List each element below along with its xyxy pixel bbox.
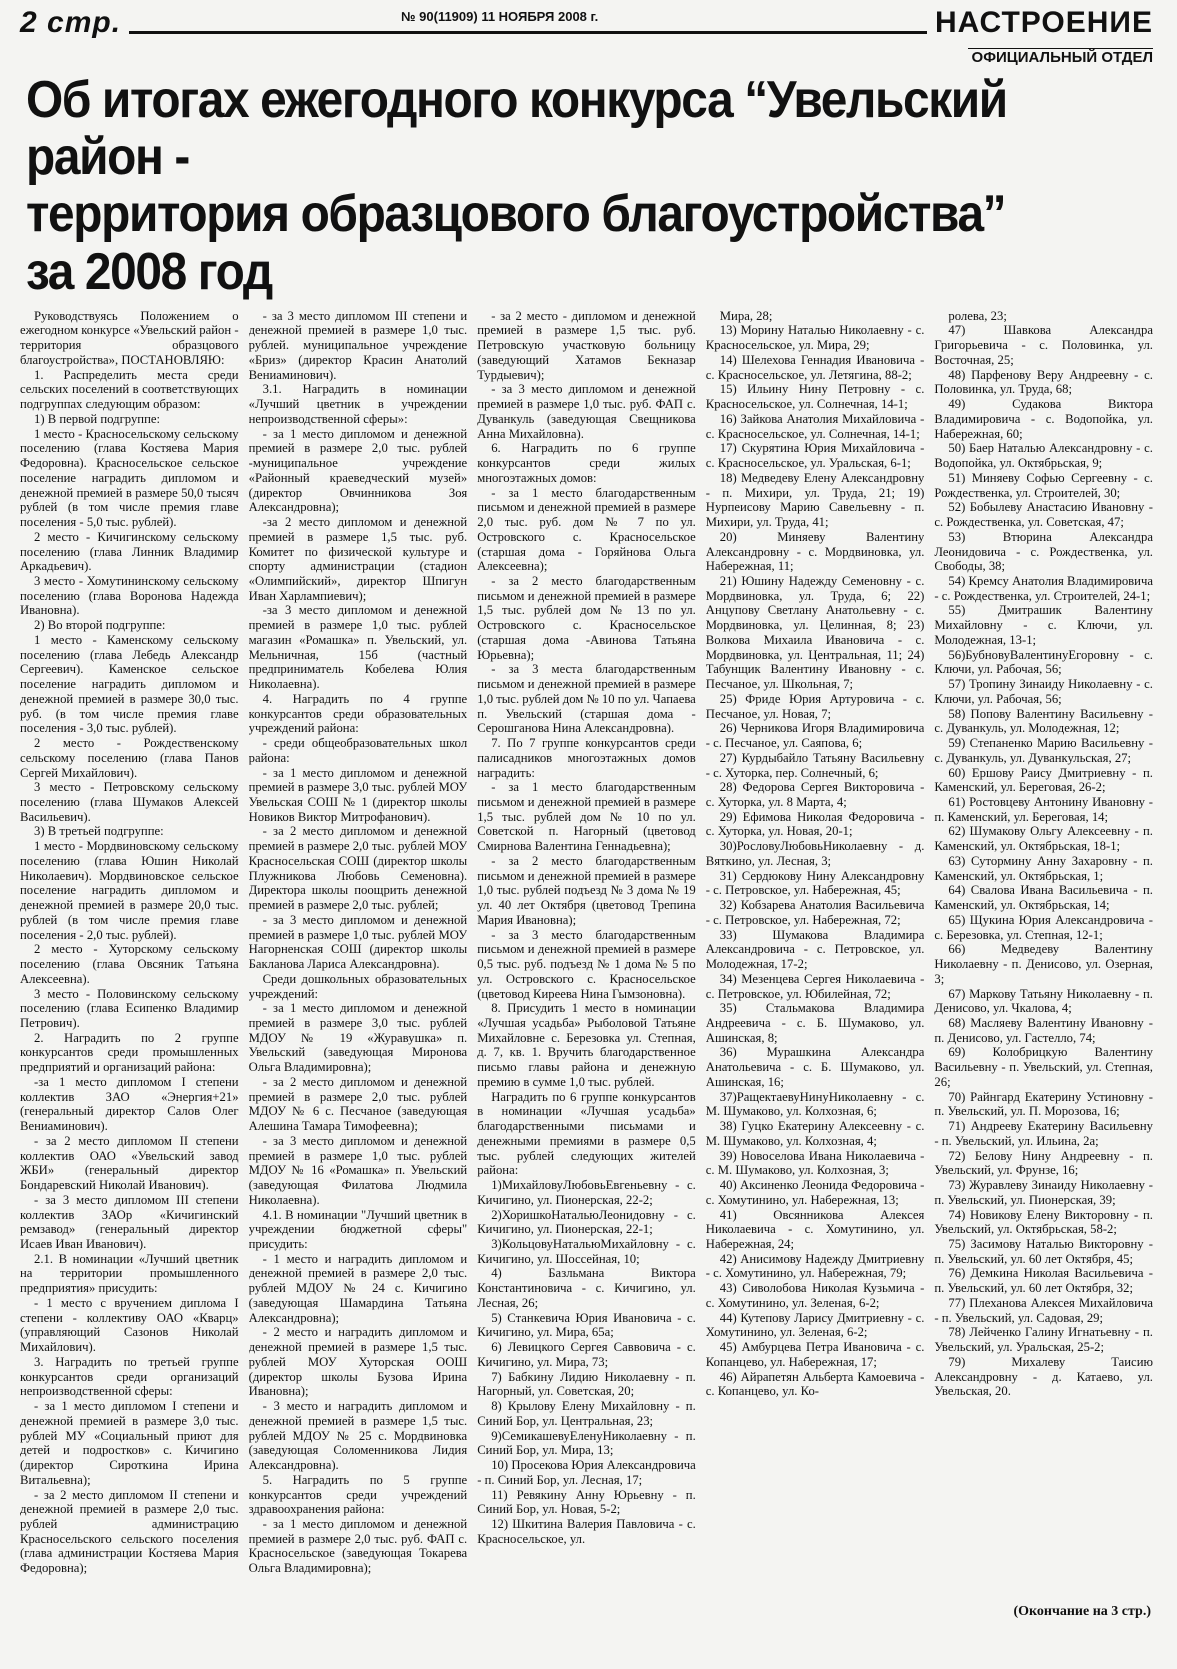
article-paragraph: 8. Присудить 1 место в номинации «Лучшая усадьба» Рыболовой Татьяне Михайловне с. Березовка ул. Степная, д. 7, кв. 1. Вручить благодарственное письмо главы района и денежную премию в сумме 1,0 тыс. рублей. — [477, 1001, 696, 1089]
article-columns — [20, 309, 1153, 1669]
text-column-1 — [20, 309, 239, 1669]
article-paragraph: 51) Миняеву Софью Сергеевну - с. Рождественка, ул. Строителей, 30; — [934, 470, 1153, 500]
article-paragraph: 25) Фриде Юрия Артуровича - с. Песчаное, ул. Новая, 7; — [705, 691, 925, 721]
article-paragraph: 3. Наградить по третьей группе конкурсантов среди организаций непроизводственной сферы: — [20, 1354, 239, 1399]
article-paragraph: 2 место - Рождественскому сельскому поселению (глава Панов Сергей Михайлович). — [20, 736, 239, 780]
article-paragraph: 48) Парфенову Веру Андреевну - с. Половинка, ул. Труда, 68; — [934, 367, 1153, 397]
article-paragraph: 50) Баер Наталью Александровну - с. Водопойка, ул. Октябрьская, 9; — [934, 441, 1153, 471]
article-paragraph: - 2 место и наградить дипломом и денежной премией в размере 1,5 тыс. рублей МОУ Хуторская ООШ (директор школы Бузова Ирина Ивановна); — [248, 1325, 468, 1399]
article-paragraph: 57) Тропину Зинаиду Николаевну - с. Ключи, ул. Рабочая, 56; — [934, 677, 1153, 706]
text-column-2 — [249, 309, 468, 1669]
article-paragraph: 11) Ревякину Анну Юрьевну - п. Синий Бор, ул. Новая, 5-2; — [477, 1487, 696, 1517]
article-paragraph: 3) В третьей подгруппе: — [34, 824, 164, 839]
article-paragraph: 68) Масляеву Валентину Ивановну - п. Денисово, ул. Гастелло, 74; — [934, 1016, 1153, 1045]
article-paragraph: 2) Во второй подгруппе: — [34, 618, 166, 633]
article-paragraph: 77) Плеханова Алексея Михайловича - п. Увельский, ул. Садовая, 29; — [934, 1295, 1153, 1325]
article-paragraph: 12) Шкитина Валерия Павловича - с. Красносельское, ул. — [477, 1516, 696, 1546]
article-paragraph: 1 место - Мордвиновскому сельскому поселению (глава Юшин Николай Николаевич). Мордвиновское сельское поселение наградить дипломом и денежной премией в размере 20,0 тыс. рублей (в том числе премия главе поселения - 2,0 тыс. рублей). — [20, 839, 239, 942]
article-paragraph: 74) Новикову Елену Викторовну - п. Увельский, ул. Октябрьская, 58-2; — [934, 1207, 1153, 1237]
article-paragraph: 4. Наградить по 4 группе конкурсантов среди образовательных учреждений района: — [248, 691, 468, 736]
article-paragraph: 10) Просекова Юрия Александровича - п. Синий Бор, ул. Лесная, 17; — [477, 1458, 696, 1487]
article-paragraph: 30)РословуЛюбовьНиколаевну - д. Вяткино, ул. Лесная, 3; — [705, 839, 925, 868]
article-paragraph: 1 место - Каменскому сельскому поселению (глава Лебедь Александр Сергеевич). Каменское сельское поселение наградить дипломом и денежной премией в размере 30,0 тыс. руб. (в том числе премия главе поселения - 3,0 тыс. рублей). — [20, 632, 239, 736]
article-paragraph: 13) Морину Наталью Николаевну - с. Красносельское, ул. Мира, 29; — [705, 323, 925, 353]
article-paragraph: 64) Свалова Ивана Васильевича - п. Каменский, ул. Октябрьская, 14; — [934, 883, 1153, 913]
article-paragraph: 2 место - Хуторскому сельскому поселению (глава Овсяник Татьяна Алексеевна). — [20, 942, 239, 986]
article-paragraph: - за 1 место дипломом и денежной премией в размере 3,0 тыс. рублей МДОУ № 19 «Журавушка» п. Увельский (заведующая Миронова Ольга Владимировна); — [248, 1001, 468, 1075]
article-paragraph: 78) Лейченко Галину Игнатьевну - п. Увельский, ул. Уральская, 25-2; — [934, 1325, 1153, 1355]
article-paragraph: 72) Белову Нину Андреевну - п. Увельский, ул. Фрунзе, 16; — [934, 1148, 1153, 1178]
article-paragraph: 16) Зайкова Анатолия Михайловича - с. Красносельское, ул. Солнечная, 14-1; — [705, 411, 925, 441]
article-paragraph: 20) Миняеву Валентину Александровну - с. Мордвиновка, ул. Набережная, 11; — [705, 529, 925, 574]
article-paragraph: 58) Попову Валентину Васильевну - с. Дуванкуль, ул. Молодежная, 12; — [934, 706, 1153, 736]
article-paragraph: 69) Колобрицкую Валентину Васильевну - п. Увельский, ул. Степная, 26; — [934, 1045, 1153, 1089]
continued-note: (Окончание на 3 стр.) — [1013, 1604, 1151, 1619]
article-paragraph: 27) Курдыбайло Татьяну Васильевну - с. Хуторка, пер. Солнечный, 6; — [705, 750, 925, 780]
article-paragraph: 26) Черникова Игоря Владимировича - с. Песчаное, ул. Саяпова, 6; — [705, 721, 925, 751]
article-paragraph: - за 1 место дипломом и денежной премией в размере 3,0 тыс. рублей МОУ Увельская СОШ № 1 (директор школы Новиков Виктор Митрофанович). — [248, 765, 468, 824]
article-paragraph: 2. Наградить по 2 группе конкурсантов среди промышленных предприятий и организаций района: — [20, 1030, 239, 1075]
article-paragraph: - за 2 место - дипломом и денежной премией в размере 1,5 тыс. руб. Петровскую участковую больницу (заведующий Хатамов Бекназар Турдыевич); — [477, 308, 696, 382]
article-paragraph: 5. Наградить по 5 группе конкурсантов среди учреждений здравоохранения района: — [248, 1472, 468, 1517]
article-paragraph: 49) Судакова Виктора Владимировича - с. Водопойка, ул. Набережная, 60; — [934, 397, 1153, 441]
article-paragraph: 61) Ростовцеву Антонину Ивановну - п. Каменский, ул. Береговая, 14; — [934, 794, 1153, 824]
article-headline — [26, 72, 1063, 301]
article-paragraph: 34) Мезенцева Сергея Николаевича - с. Петровское, ул. Юбилейная, 72; — [705, 971, 925, 1001]
article-paragraph: - за 2 место благодарственным письмом и денежной премией в размере 1,0 тыс. рублей подъезд № 3 дома № 19 ул. 40 лет Октября (цветовод Трепина Мария Ивановна); — [477, 853, 696, 927]
article-paragraph: 15) Ильину Нину Петровну - с. Красносельское, ул. Солнечная, 14-1; — [705, 382, 925, 412]
article-paragraph: 41) Овсянникова Алексея Николаевича - с. Хомутинино, ул. Набережная, 24; — [705, 1207, 925, 1252]
article-paragraph: 36) Мурашкина Александра Анатольевича - с. Б. Шумаково, ул. Ашинская, 16; — [705, 1045, 925, 1089]
article-paragraph: - за 2 место дипломом II степени коллектив ОАО «Увельский завод ЖБИ» (генеральный директор Бондаревский Николай Иванович). — [20, 1133, 239, 1193]
article-paragraph: - за 2 место дипломом и денежной премией в размере 2,0 тыс. рублей МОУ Красносельская СОШ (директор школы Плужникова Любовь Семеновна). Директора школы поощрить денежной премией в размере 2,0 тыс. рублей; — [248, 824, 468, 913]
article-paragraph: 55) Дмитрашик Валентину Михайловну - с. Ключи, ул. Молодежная, 13-1; — [934, 603, 1153, 647]
article-paragraph: 31) Сердюкову Нину Александровну - с. Петровское, ул. Набережная, 45; — [705, 868, 925, 898]
masthead — [20, 6, 1153, 40]
article-paragraph: 6) Левицкого Сергея Саввовича - с. Кичигино, ул. Мира, 73; — [477, 1340, 696, 1369]
article-paragraph: 67) Маркову Татьяну Николаевну - п. Денисово, ул. Чкалова, 4; — [934, 986, 1153, 1016]
issue-info: № 90(11909) 11 НОЯБРЯ 2008 г. — [401, 8, 599, 24]
article-paragraph: 62) Шумакову Ольгу Алексеевну - п. Каменский, ул. Октябрьская, 18-1; — [934, 824, 1153, 854]
article-paragraph: ролева, 23; — [948, 308, 1007, 323]
article-paragraph: 1. Распределить места среди сельских поселений в соответствующих подгруппах следующим образом: — [20, 367, 239, 412]
article-paragraph: 60) Ершову Раису Дмитриевну - п. Каменский, ул. Береговая, 26-2; — [934, 765, 1153, 795]
article-paragraph: - за 1 место дипломом и денежной премией в размере 2,0 тыс. руб. ФАП с. Красносельское (заведующая Токарева Ольга Владимировна); — [248, 1516, 468, 1576]
article-paragraph: 54) Кремсу Анатолия Владимировича - с. Рождественка, ул. Строителей, 24-1; — [934, 573, 1153, 603]
article-paragraph: 75) Засимову Наталью Викторовну - п. Увельский, ул. 60 лет Октября, 45; — [934, 1237, 1153, 1266]
article-paragraph: 7) Бабкину Лидию Николаевну - п. Нагорный, ул. Советская, 20; — [477, 1369, 696, 1399]
article-paragraph: 1 место - Красносельскому сельскому поселению (глава Костяева Мария Федоровна). Красносельское сельское поселение наградить дипломом и денежной премией в размере 50,0 тысяч рублей (в том числе премия главе поселения - 5,0 тыс. рублей). — [20, 426, 239, 530]
article-paragraph: - за 3 место дипломом и денежной премией в размере 1,0 тыс. рублей МДОУ № 16 «Ромашка» п. Увельский (заведующая Филатова Людмила Николаевна). — [248, 1133, 468, 1207]
page-number: 2 стр. — [20, 6, 122, 39]
article-paragraph: 7. По 7 группе конкурсантов среди палисадников многоэтажных домов наградить: — [477, 736, 696, 780]
article-paragraph: - за 1 место дипломом I степени и денежной премией в размере 3,0 тыс. рублей МУ «Социальный приют для детей и подростков» с. Кичигино (директор Сироткина Ирина Витальевна); — [20, 1399, 239, 1487]
article-paragraph: 76) Демкина Николая Васильевича - п. Увельский, ул. 60 лет Октября, 32; — [934, 1266, 1153, 1296]
article-paragraph: 2)ХоришкоНатальюЛеонидовну - с. Кичигино, ул. Пионерская, 22-1; — [477, 1207, 696, 1237]
article-paragraph: 45) Амбурцева Петра Ивановича - с. Копанцево, ул. Набережная, 17; — [705, 1340, 925, 1369]
article-paragraph: -за 3 место дипломом и денежной премией в размере 1,0 тыс. рублей магазин «Ромашка» п. Увельский, ул. Мельничная, 15б (частный предприниматель Кобелева Юлия Николаевна). — [248, 603, 468, 692]
article-paragraph: - за 3 места благодарственным письмом и денежной премией в размере 1,0 тыс. рублей дом № 10 по ул. Чапаева п. Увельский (старшая дома - Серошганова Нина Александровна). — [477, 662, 696, 736]
article-paragraph: 21) Юшину Надежду Семеновну - с. Мордвиновка, ул. Труда, 6; 22) Анцупову Светлану Анатольевну - с. Мордвиновка, ул. Целинная, 8; 23) Волкова Михаила Ивановича - с. Мордвиновка, ул. Центральная, 11; 24) Табунщик Валентину Ивановну - с. Песчаное, ул. Школьная, 7; — [705, 573, 925, 692]
article-paragraph: 9)СемикашевуЕленуНиколаевну - п. Синий Бор, ул. Мира, 13; — [477, 1428, 696, 1458]
article-paragraph: 4) Базльмана Виктора Константиновича - с. Кичигино, ул. Лесная, 26; — [477, 1266, 696, 1310]
article-paragraph: 37)РащектаевуНинуНиколаевну - с. М. Шумаково, ул. Колхозная, 6; — [705, 1089, 925, 1119]
article-paragraph: 28) Федорова Сергея Викторовича - с. Хуторка, ул. 8 Марта, 4; — [705, 780, 925, 809]
article-paragraph: 29) Ефимова Николая Федоровича - с. Хуторка, ул. Новая, 20-1; — [705, 809, 925, 839]
article-paragraph: 5) Станкевича Юрия Ивановича - с. Кичигино, ул. Мира, 65а; — [477, 1310, 696, 1340]
article-paragraph: 6. Наградить по 6 группе конкурсантов среди жилых многоэтажных домов: — [477, 441, 696, 485]
article-paragraph: - 1 место с вручением диплома I степени - коллективу ОАО «Кварц» (управляющий Сазонов Николай Михайлович). — [20, 1295, 239, 1355]
article-paragraph: 3 место - Хомутининскому сельскому поселению (глава Воронова Надежда Ивановна). — [20, 573, 239, 618]
article-paragraph: 43) Сиволобова Николая Кузьмича - с. Хомутинино, ул. Зеленая, 6-2; — [705, 1281, 925, 1310]
article-paragraph: 42) Анисимову Надежду Дмитриевну - с. Хомутинино, ул. Набережная, 79; — [705, 1251, 925, 1281]
article-paragraph: 3 место - Петровскому сельскому поселению (глава Шумаков Алексей Васильевич). — [20, 780, 239, 824]
text-column-5 — [934, 309, 1153, 1669]
headline-line-2: территория образцового благоустройства” за 2008 год — [26, 185, 1006, 301]
masthead-rule — [129, 8, 927, 34]
article-paragraph: 4.1. В номинации "Лучший цветник в учреждении бюджетной сферы" присудить: — [248, 1207, 468, 1252]
article-paragraph: 73) Журавлеву Зинаиду Николаевну - п. Увельский, ул. Пионерская, 39; — [934, 1178, 1153, 1207]
article-paragraph: 8) Крылову Елену Михайловну - п. Синий Бор, ул. Центральная, 23; — [477, 1399, 696, 1428]
article-paragraph: - 1 место и наградить дипломом и денежной премией в размере 2,0 тыс. рублей МДОУ № 24 с. Кичигино (заведующая Шамардина Татьяна Александровна); — [248, 1251, 468, 1325]
article-paragraph: 47) Шавкова Александра Григорьевича - с. Половинка, ул. Восточная, 25; — [934, 323, 1153, 367]
article-paragraph: - за 3 место дипломом и денежной премией в размере 1,0 тыс. рублей МОУ Нагорненская СОШ (директор школы Бакланова Лариса Александровна). — [248, 912, 468, 972]
article-paragraph: 38) Гуцко Екатерину Алексеевну - с. М. Шумаково, ул. Колхозная, 4; — [705, 1119, 925, 1148]
article-paragraph: Среди дошкольных образовательных учреждений: — [248, 971, 468, 1001]
article-paragraph: 18) Медведеву Елену Александровну - п. Михири, ул. Труда, 21; 19) Нурпеисову Марию Савельевну - п. Михири, ул. Труда, 41; — [705, 470, 925, 530]
article-paragraph: 2 место - Кичигинскому сельскому поселению (глава Линник Владимир Аркадьевич). — [20, 529, 239, 574]
article-paragraph: 32) Кобзарева Анатолия Васильевича - с. Петровское, ул. Набережная, 72; — [705, 898, 925, 927]
article-paragraph: 3 место - Половинскому сельскому поселению (глава Есипенко Владимир Петрович). — [20, 986, 239, 1030]
article-paragraph: Наградить по 6 группе конкурсантов в номинации «Лучшая усадьба» благодарственными письмами и денежными премиями в размере 0,5 тыс. рублей следующих жителей района: — [477, 1089, 696, 1178]
article-paragraph: - за 1 место благодарственным письмом и денежной премией в размере 1,5 тыс. рублей дом № 10 по ул. Советской п. Нагорный (цветовод Смирнова Валентина Геннадьевна); — [477, 780, 696, 854]
article-paragraph: 14) Шелехова Геннадия Ивановича - с. Красносельское, ул. Летягина, 88-2; — [705, 352, 925, 382]
article-paragraph: 71) Андрееву Екатерину Васильевну - п. Увельский, ул. Ильина, 2а; — [934, 1119, 1153, 1148]
article-paragraph: 63) Сутормину Анну Захаровну - п. Каменский, ул. Октябрьская, 1; — [934, 853, 1153, 883]
article-paragraph: - за 3 место дипломом и денежной премией в размере 1,0 тыс. руб. ФАП с. Дуванкуль (заведующая Свещникова Анна Михайловна). — [477, 382, 696, 441]
text-column-4 — [706, 309, 925, 1669]
article-paragraph: - среди общеобразовательных школ района: — [248, 736, 468, 765]
department-row — [20, 48, 1153, 66]
article-paragraph: 44) Кутепову Ларису Дмитриевну - с. Хомутинино, ул. Зеленая, 6-2; — [705, 1310, 925, 1340]
article-paragraph: 3.1. Наградить в номинации «Лучший цветник в учреждении непроизводственной сферы»: — [248, 382, 468, 426]
article-paragraph: - за 1 место дипломом и денежной премией в размере 2,0 тыс. рублей -муниципальное учреждение «Районный краеведческий музей» (директор Овчинникова Зоя Александровна); — [248, 426, 468, 515]
headline-line-1: Об итогах ежегодного конкурса “Увельский район - — [26, 71, 1007, 187]
article-paragraph: 1)МихайловуЛюбовьЕвгеньевну - с. Кичигино, ул. Пионерская, 22-2; — [477, 1178, 696, 1207]
article-paragraph: - 3 место и наградить дипломом и денежной премией в размере 1,5 тыс. рублей МДОУ № 25 с. Мордвиновка (заведующая Соломенникова Лидия Александровна). — [248, 1399, 468, 1473]
article-paragraph: 56)БубновуВалентинуЕгоровну - с. Ключи, ул. Рабочая, 56; — [934, 647, 1153, 677]
article-paragraph: Руководствуясь Положением о ежегодном конкурсе «Увельский район - территория образцового благоустройства», ПОСТАНОВЛЯЮ: — [20, 308, 239, 367]
article-paragraph: 40) Аксиненко Леонида Федоровича - с. Хомутинино, ул. Набережная, 13; — [705, 1178, 925, 1207]
article-paragraph: 33) Шумакова Владимира Александровича - с. Петровское, ул. Молодежная, 17-2; — [705, 927, 925, 972]
article-paragraph: - за 3 место дипломом III степени коллектив ЗАОр «Кичигинский ремзавод» (генеральный директор Исаев Иван Иванович). — [20, 1192, 239, 1252]
article-paragraph: 79) Михалеву Таисию Александровну - д. Катаево, ул. Увельская, 20. — [934, 1354, 1153, 1399]
article-paragraph: 52) Бобылеву Анастасию Ивановну - с. Рождественка, ул. Советская, 47; — [934, 500, 1153, 530]
article-paragraph: 59) Степаненко Марию Васильевну - с. Дуванкуль, ул. Дуванкульская, 27; — [934, 736, 1153, 765]
article-paragraph: - за 1 место благодарственным письмом и денежной премией в размере 2,0 тыс. руб. дом № 7 по ул. Островского с. Красносельское (старшая дома - Горяйнова Ольга Алексеевна); — [477, 485, 696, 574]
article-paragraph: Мира, 28; — [719, 308, 773, 323]
article-paragraph: 46) Айрапетян Альберта Камоевича - с. Копанцево, ул. Ко- — [705, 1369, 925, 1399]
article-paragraph: 3)КольцовуНатальюМихайловну - с. Кичигино, ул. Шоссейная, 10; — [477, 1237, 696, 1266]
article-paragraph: 70) Райнгард Екатерину Устиновну - п. Увельский, ул. П. Морозова, 16; — [934, 1089, 1153, 1119]
article-paragraph: 1) В первой подгруппе: — [34, 411, 161, 426]
article-paragraph: - за 2 место благодарственным письмом и денежной премией в размере 1,5 тыс. рублей дом № 13 по ул. Островского с. Красносельское (старшая дома -Авинова Татьяна Юрьевна); — [477, 573, 696, 662]
article-paragraph: 39) Новоселова Ивана Николаевича - с. М. Шумаково, ул. Колхозная, 3; — [705, 1148, 925, 1178]
article-paragraph: 17) Скурятина Юрия Михайловича - с. Красносельское, ул. Уральская, 6-1; — [705, 441, 925, 471]
article-paragraph: -за 2 место дипломом и денежной премией в размере 1,5 тыс. руб. Комитет по физической культуре и спорту администрации (стадион «Олимпийский», директор Шпигун Иван Харлампиевич); — [248, 515, 468, 603]
text-column-3 — [477, 309, 696, 1669]
article-paragraph: 53) Втюрина Александра Леонидовича - с. Рождественка, ул. Свободы, 38; — [934, 529, 1153, 574]
article-paragraph: 35) Стальмакова Владимира Андреевича - с. Б. Шумаково, ул. Ашинская, 8; — [705, 1001, 925, 1045]
article-paragraph: - за 2 место дипломом и денежной премией в размере 2,0 тыс. рублей МДОУ № 6 с. Песчаное (заведующая Алешина Тамара Тимофеевна); — [248, 1074, 468, 1134]
article-paragraph: - за 3 место благодарственным письмом и денежной премией в размере 0,5 тыс. руб. подъезд № 1 дома № 5 по ул. Островского с. Красносельское (цветовод Киреева Нина Гымзоновна). — [477, 927, 696, 1001]
article-paragraph: - за 3 место дипломом III степени и денежной премией в размере 1,0 тыс. рублей. муниципальное учреждение «Бриз» (директор Красин Анатолий Вениаминович). — [248, 308, 468, 382]
article-paragraph: - за 2 место дипломом II степени и денежной премией в размере 2,0 тыс. рублей администрацию Красносельского сельского поселения (глава администрации Костяева Мария Федоровна); — [20, 1487, 239, 1576]
article-paragraph: 2.1. В номинации «Лучший цветник на территории промышленного предприятия» присудить: — [20, 1251, 239, 1296]
department-label: ОФИЦИАЛЬНЫЙ ОТДЕЛ — [968, 48, 1153, 66]
article-paragraph: 66) Медведеву Валентину Николаевну - п. Денисово, ул. Озерная, 3; — [934, 942, 1153, 986]
article-paragraph: 65) Щукина Юрия Александровича - с. Березовка, ул. Степная, 12-1; — [934, 912, 1153, 942]
section-title: НАСТРОЕНИЕ — [934, 6, 1153, 39]
article-paragraph: -за 1 место дипломом I степени коллектив ЗАО «Энергия+21» (генеральный директор Салов Олег Вениаминович). — [20, 1074, 239, 1134]
